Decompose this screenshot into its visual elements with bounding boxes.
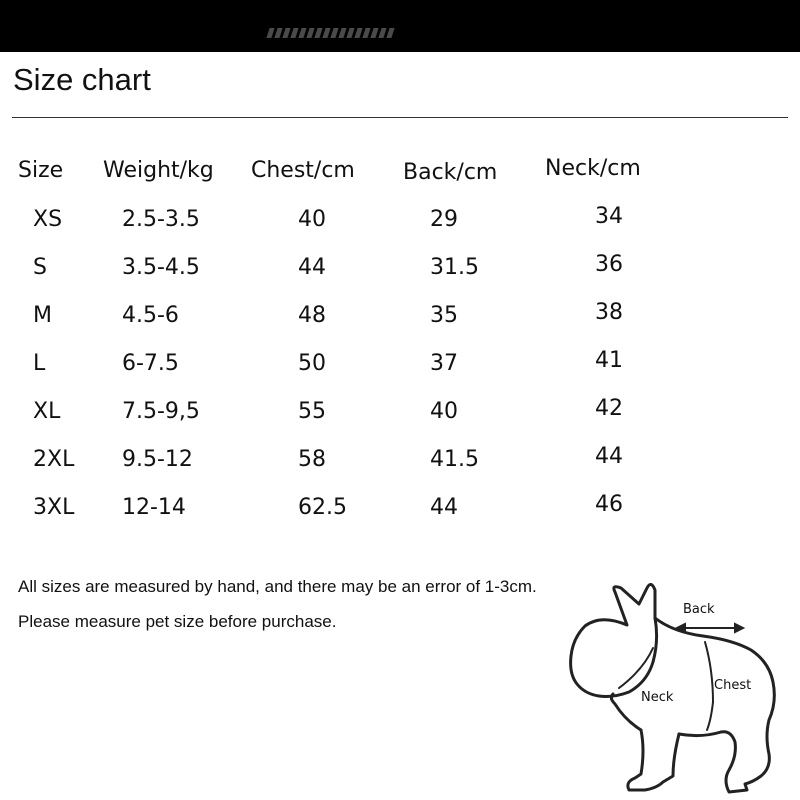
row-s-chest: 44 <box>298 255 326 280</box>
header-bar <box>0 0 800 52</box>
row-3xl-back: 44 <box>430 495 458 520</box>
row-3xl-size: 3XL <box>33 495 75 520</box>
row-s-neck: 36 <box>595 252 623 277</box>
row-l-size: L <box>33 351 46 376</box>
row-l-neck: 41 <box>595 348 623 373</box>
row-s-size: S <box>33 255 47 280</box>
row-xl-weight: 7.5-9,5 <box>122 399 200 424</box>
header-back: Back/cm <box>403 160 498 185</box>
row-2xl-chest: 58 <box>298 447 326 472</box>
row-xs-weight: 2.5-3.5 <box>122 207 200 232</box>
row-m-weight: 4.5-6 <box>122 303 179 328</box>
row-3xl-weight: 12-14 <box>122 495 186 520</box>
title-divider <box>12 117 788 118</box>
dog-silhouette-icon <box>555 570 800 800</box>
neck-label: Neck <box>641 690 674 705</box>
row-xs-size: XS <box>33 207 63 232</box>
measurement-note: All sizes are measured by hand, and there may be an error of 1-3cm. <box>18 577 537 596</box>
row-l-chest: 50 <box>298 351 326 376</box>
row-xl-size: XL <box>33 399 61 424</box>
row-xs-chest: 40 <box>298 207 326 232</box>
row-2xl-back: 41.5 <box>430 447 479 472</box>
row-2xl-neck: 44 <box>595 444 623 469</box>
header-weight: Weight/kg <box>103 158 214 183</box>
row-xs-back: 29 <box>430 207 458 232</box>
row-xs-neck: 34 <box>595 204 623 229</box>
row-xl-back: 40 <box>430 399 458 424</box>
brand-stripes-logo <box>268 28 393 38</box>
row-m-back: 35 <box>430 303 458 328</box>
row-3xl-chest: 62.5 <box>298 495 347 520</box>
row-s-weight: 3.5-4.5 <box>122 255 200 280</box>
header-neck: Neck/cm <box>545 156 641 181</box>
row-xl-neck: 42 <box>595 396 623 421</box>
back-label: Back <box>683 602 715 617</box>
row-l-back: 37 <box>430 351 458 376</box>
row-m-neck: 38 <box>595 300 623 325</box>
row-s-back: 31.5 <box>430 255 479 280</box>
row-2xl-weight: 9.5-12 <box>122 447 193 472</box>
header-chest: Chest/cm <box>251 158 355 183</box>
row-3xl-neck: 46 <box>595 492 623 517</box>
row-l-weight: 6-7.5 <box>122 351 179 376</box>
chest-label: Chest <box>714 678 752 693</box>
row-2xl-size: 2XL <box>33 447 75 472</box>
row-xl-chest: 55 <box>298 399 326 424</box>
row-m-chest: 48 <box>298 303 326 328</box>
page-title: Size chart <box>13 62 151 97</box>
purchase-note: Please measure pet size before purchase. <box>18 612 337 631</box>
row-m-size: M <box>33 303 52 328</box>
header-size: Size <box>18 158 64 183</box>
